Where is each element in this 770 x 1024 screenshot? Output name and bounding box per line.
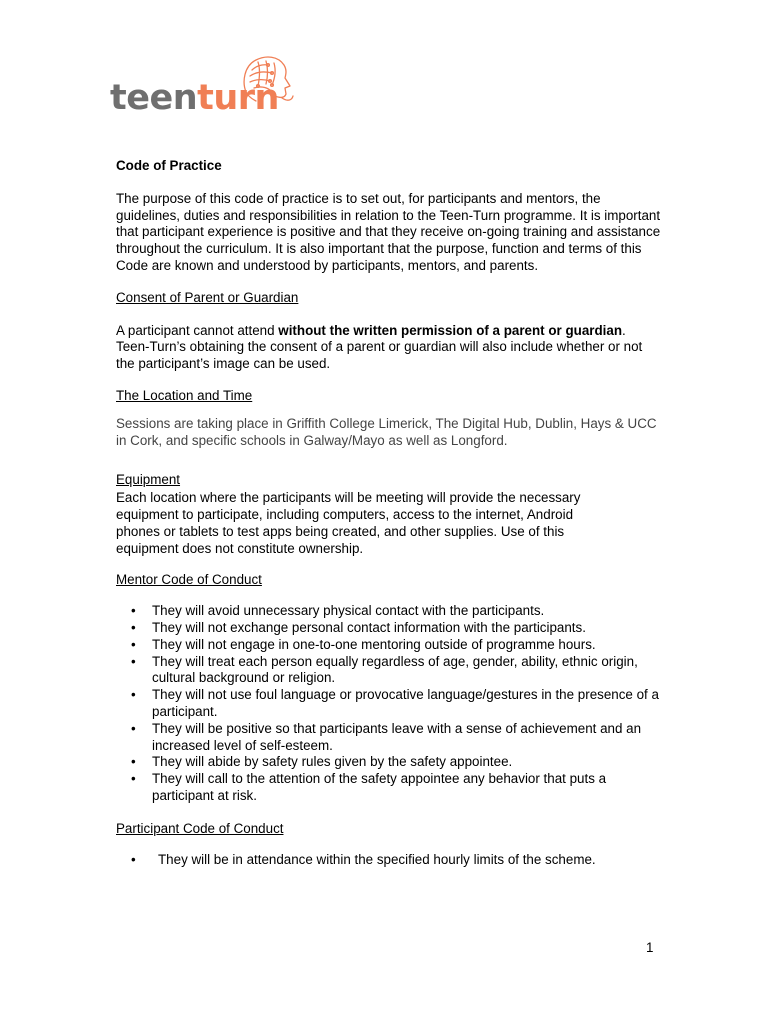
list-item: • They will avoid unnecessary physical contact with the participants. <box>152 603 661 620</box>
document-title: Code of Practice <box>116 158 222 173</box>
list-item: • They will be in attendance within the specified hourly limits of the scheme. <box>158 852 598 869</box>
section-heading-mentor: Mentor Code of Conduct <box>116 572 262 588</box>
logo-word-teen: teen <box>110 78 198 118</box>
consent-text-after: . Teen-Turn’s obtaining the consent of a parent or guardian will also include whether or not the participant’s image can be used. <box>116 322 643 372</box>
equipment-paragraph: Each location where the participants will be meeting will provide the necessary equipment to participate, including computers, access to the internet, Android phones or tablets to test apps being created, and other supplies. Use of this equipment does not constitute ownership. <box>116 490 581 556</box>
mentor-conduct-list <box>116 603 661 805</box>
section-heading-participant: Participant Code of Conduct <box>116 820 284 836</box>
section-heading-location: The Location and Time <box>116 387 253 403</box>
page-number: 1 <box>646 940 654 955</box>
logo-wordmark <box>110 78 279 118</box>
teenturn-logo <box>110 52 300 122</box>
list-item: • They will not engage in one-to-one mentoring outside of programme hours. <box>152 637 661 654</box>
list-item: • They will abide by safety rules given by the safety appointee. <box>152 754 661 771</box>
list-item: • They will treat each person equally regardless of age, gender, ability, ethnic origin, cultural background or religion. <box>152 654 661 688</box>
list-item: • They will not exchange personal contact information with the participants. <box>152 620 661 637</box>
section-heading-equipment: Equipment <box>116 472 181 488</box>
section-heading-consent: Consent of Parent or Guardian <box>116 289 299 305</box>
list-item: • They will call to the attention of the safety appointee any behavior that puts a participant at risk. <box>152 771 661 805</box>
list-item: • They will be positive so that participants leave with a sense of achievement and an increased level of self-esteem. <box>152 721 661 755</box>
participant-conduct-list <box>116 852 598 869</box>
document-body <box>116 158 661 868</box>
consent-text-bold: without the written permission of a parent or guardian <box>278 322 623 338</box>
list-item: • They will not use foul language or provocative language/gestures in the presence of a participant. <box>152 687 661 721</box>
consent-text-before: A participant cannot attend <box>116 322 279 338</box>
location-paragraph: Sessions are taking place in Griffith College Limerick, The Digital Hub, Dublin, Hays & UCC in Cork, and specific schools in Galway/Mayo as well as Longford. <box>116 415 657 448</box>
logo-word-turn: turn <box>197 78 279 118</box>
consent-paragraph <box>116 323 661 373</box>
intro-paragraph: The purpose of this code of practice is to set out, for participants and mentors, the guidelines, duties and responsibilities in relation to the Teen-Turn programme. It is important that participant experience is positive and that they receive on-going training and assistance throughout the curriculum. It is also important that the purpose, function and terms of this Code are known and understood by participants, mentors, and parents. <box>116 190 661 273</box>
